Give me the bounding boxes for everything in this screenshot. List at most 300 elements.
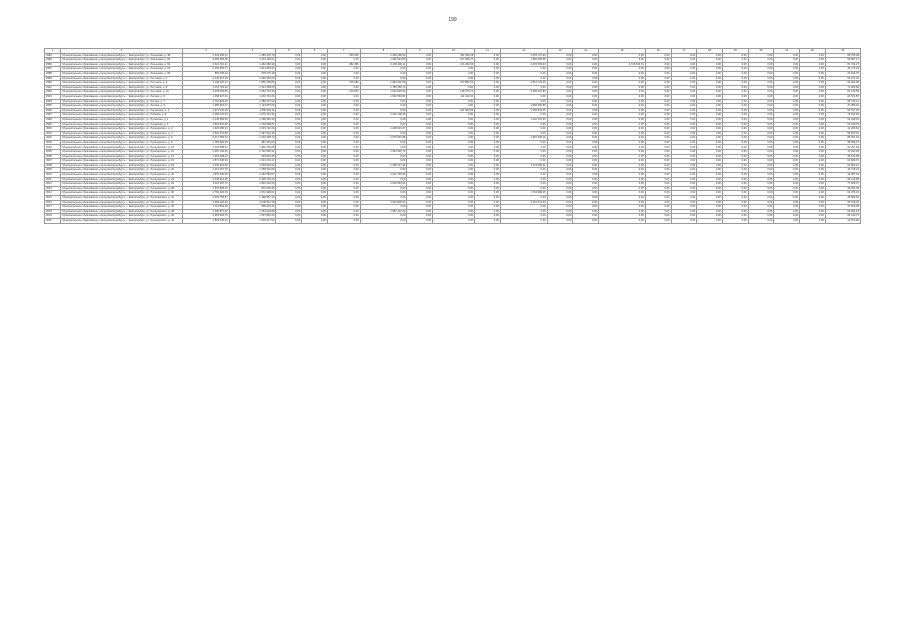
value-cell: 0,00 [327, 209, 360, 214]
address-cell: Муниципальное образование «город Екатеринбург», г. Екатеринбург, ул. Летчиков, д. 10 [61, 90, 183, 95]
row-number-cell: 3002 [45, 136, 61, 141]
value-cell: 3 194 120,13 [182, 81, 229, 86]
value-cell: 0,00 [800, 205, 826, 210]
value-cell: 0,00 [800, 67, 826, 72]
value-cell: 0,00 [722, 85, 748, 90]
value-cell: 0,00 [573, 67, 599, 72]
value-cell: 0,00 [748, 71, 774, 76]
value-cell: 0,00 [645, 186, 671, 191]
row-number-cell: 2996 [45, 108, 61, 113]
value-cell: 0,00 [547, 108, 573, 113]
value-cell: 0,00 [573, 58, 599, 63]
value-cell: 0,00 [774, 53, 800, 58]
value-cell: 0,00 [327, 122, 360, 127]
value-cell: 0,00 [671, 62, 697, 67]
value-cell: 0,00 [360, 76, 407, 81]
value-cell: 0,00 [276, 209, 302, 214]
value-cell: 0,00 [573, 85, 599, 90]
value-cell: 1 094 452,09 [229, 76, 276, 81]
value-cell: 0,00 [276, 168, 302, 173]
value-cell: 0,00 [547, 145, 573, 150]
value-cell: 0,00 [573, 177, 599, 182]
value-cell: 0,00 [573, 168, 599, 173]
value-cell: 0,00 [697, 71, 723, 76]
value-cell: 0,00 [475, 71, 501, 76]
value-cell: 0,00 [800, 113, 826, 118]
value-cell: 0,00 [748, 117, 774, 122]
value-cell: 0,00 [475, 163, 501, 168]
value-cell: 0,00 [407, 94, 433, 99]
value-cell: 1 366 745,08 [229, 145, 276, 150]
value-cell: 0,00 [500, 218, 547, 223]
value-cell: 0,00 [748, 163, 774, 168]
value-cell: 0,00 [433, 159, 475, 164]
value-cell: 0,00 [475, 108, 501, 113]
value-cell: 0,00 [573, 136, 599, 141]
value-cell: 3 305 901,48 [182, 163, 229, 168]
value-cell: 1 602 560,80 [360, 94, 407, 99]
value-cell: 0,00 [547, 154, 573, 159]
value-cell: 0,00 [302, 71, 328, 76]
value-cell: 0,00 [302, 177, 328, 182]
value-cell: 0,00 [327, 117, 360, 122]
value-cell: 1 587 316,42 [360, 209, 407, 214]
value-cell: 0,00 [800, 136, 826, 141]
value-cell: 2 534 719,80 [182, 131, 229, 136]
value-cell: 0,00 [671, 218, 697, 223]
value-cell: 0,00 [547, 113, 573, 118]
value-cell: 0,00 [547, 131, 573, 136]
value-cell: 0,00 [748, 200, 774, 205]
value-cell: 0,00 [360, 104, 407, 109]
value-cell: 0,00 [327, 85, 360, 90]
value-cell: 0,00 [671, 94, 697, 99]
value-cell: 0,00 [475, 191, 501, 196]
value-cell: 0,00 [573, 140, 599, 145]
address-cell: Муниципальное образование «город Екатеринбург», г. Екатеринбург, ул. Луганская, д. 1 [61, 117, 183, 122]
column-header: 19 [722, 49, 748, 54]
row-number-cell: 2993 [45, 94, 61, 99]
column-header: 16 [645, 49, 671, 54]
value-cell: 0,00 [276, 177, 302, 182]
value-cell: 0,00 [407, 131, 433, 136]
value-cell: 0,00 [671, 108, 697, 113]
value-cell: 0,00 [748, 196, 774, 201]
value-cell: 0,00 [407, 58, 433, 63]
value-cell: 0,00 [547, 159, 573, 164]
value-cell: 1 948 620,93 [229, 163, 276, 168]
value-cell: 0,00 [327, 127, 360, 132]
value-cell: 0,00 [800, 90, 826, 95]
value-cell: 0,00 [573, 182, 599, 187]
value-cell: 0,00 [327, 218, 360, 223]
value-cell: 0,00 [547, 85, 573, 90]
value-cell: 70 331,25 [825, 150, 860, 155]
value-cell: 0,00 [800, 200, 826, 205]
value-cell: 421 563,83 [433, 108, 475, 113]
value-cell: 0,00 [302, 113, 328, 118]
value-cell: 0,00 [599, 136, 646, 141]
value-cell: 0,00 [500, 122, 547, 127]
value-cell: 1 312 748,90 [360, 173, 407, 178]
value-cell: 1 702 598,87 [229, 122, 276, 127]
value-cell: 0,00 [722, 131, 748, 136]
row-number-cell: 3014 [45, 191, 61, 196]
value-cell: 0,00 [697, 62, 723, 67]
value-cell: 0,00 [433, 150, 475, 155]
value-cell: 0,00 [475, 140, 501, 145]
value-cell: 0,00 [433, 131, 475, 136]
value-cell: 0,00 [722, 62, 748, 67]
value-cell: 0,00 [475, 154, 501, 159]
value-cell: 35 612,58 [825, 154, 860, 159]
value-cell: 0,00 [500, 127, 547, 132]
value-cell: 0,00 [433, 182, 475, 187]
row-number-cell: 2995 [45, 104, 61, 109]
value-cell: 0,00 [722, 218, 748, 223]
value-cell: 0,00 [800, 168, 826, 173]
value-cell: 0,00 [774, 173, 800, 178]
value-cell: 0,00 [407, 168, 433, 173]
value-cell: 2 978 176,90 [500, 53, 547, 58]
value-cell: 247 845,27 [433, 58, 475, 63]
value-cell: 0,00 [302, 150, 328, 155]
value-cell: 41 873,66 [825, 218, 860, 223]
value-cell: 0,00 [800, 99, 826, 104]
column-header: 11 [475, 49, 501, 54]
value-cell: 0,00 [645, 177, 671, 182]
value-cell: 0,00 [547, 76, 573, 81]
value-cell: 0,00 [573, 117, 599, 122]
value-cell: 0,00 [774, 90, 800, 95]
value-cell: 38 906,47 [825, 140, 860, 145]
value-cell: 0,00 [276, 53, 302, 58]
value-cell: 0,00 [645, 94, 671, 99]
value-cell: 0,00 [671, 163, 697, 168]
value-cell: 0,00 [671, 53, 697, 58]
value-cell: 0,00 [722, 159, 748, 164]
value-cell: 0,00 [722, 136, 748, 141]
value-cell: 0,00 [774, 131, 800, 136]
value-cell: 0,00 [360, 159, 407, 164]
value-cell: 1 487 061,35 [229, 131, 276, 136]
value-cell: 0,00 [800, 140, 826, 145]
value-cell: 0,00 [327, 131, 360, 136]
value-cell: 0,00 [697, 186, 723, 191]
value-cell: 0,00 [599, 81, 646, 86]
value-cell: 0,00 [475, 117, 501, 122]
value-cell: 2 396 871,02 [182, 209, 229, 214]
value-cell: 1 613 274,17 [229, 159, 276, 164]
value-cell: 0,00 [722, 81, 748, 86]
value-cell: 2 402 588,31 [182, 145, 229, 150]
value-cell: 0,00 [573, 145, 599, 150]
value-cell: 0,00 [722, 163, 748, 168]
address-cell: Муниципальное образование «город Екатеринбург», г. Екатеринбург, ул. Летчиков, д. 8 [61, 85, 183, 90]
value-cell: 0,00 [302, 191, 328, 196]
value-cell: 0,00 [475, 104, 501, 109]
value-cell: 0,00 [433, 200, 475, 205]
value-cell: 0,00 [547, 117, 573, 122]
value-cell: 0,00 [547, 214, 573, 219]
row-number-cell: 2984 [45, 53, 61, 58]
value-cell: 0,00 [302, 173, 328, 178]
value-cell: 0,00 [327, 145, 360, 150]
value-cell: 0,00 [360, 67, 407, 72]
column-header: 6 [302, 49, 328, 54]
value-cell: 0,00 [500, 209, 547, 214]
value-cell: 1 712 594,35 [182, 205, 229, 210]
value-cell: 0,00 [800, 81, 826, 86]
row-number-cell: 3011 [45, 177, 61, 182]
value-cell: 0,00 [500, 85, 547, 90]
value-cell: 0,00 [407, 104, 433, 109]
value-cell: 0,00 [599, 71, 646, 76]
address-cell: Муниципальное образование «город Екатеринбург», г. Екатеринбург, ул. Луначарского, д. 42 [61, 218, 183, 223]
value-cell: 1 783 692,05 [182, 140, 229, 145]
value-cell: 0,00 [599, 90, 646, 95]
value-cell: 0,00 [671, 104, 697, 109]
value-cell: 0,00 [276, 108, 302, 113]
row-number-cell: 2989 [45, 76, 61, 81]
value-cell: 0,00 [407, 76, 433, 81]
value-cell: 0,00 [722, 71, 748, 76]
value-cell: 0,00 [360, 196, 407, 201]
value-cell: 47 380,91 [825, 104, 860, 109]
address-cell: Муниципальное образование «город Екатеринбург», г. Екатеринбург, ул. Луначарского, д. 32 [61, 196, 183, 201]
address-cell: Муниципальное образование «город Екатеринбург», г. Екатеринбург, ул. Латышева, д. 54 [61, 67, 183, 72]
column-header: 10 [433, 49, 475, 54]
value-cell: 1 572 448,02 [229, 191, 276, 196]
value-cell: 56 873,19 [825, 131, 860, 136]
value-cell: 0,00 [302, 58, 328, 63]
value-cell: 0,00 [327, 159, 360, 164]
value-cell: 96 462,28 [825, 81, 860, 86]
value-cell: 0,00 [573, 131, 599, 136]
value-cell: 0,00 [697, 205, 723, 210]
column-header: 13 [547, 49, 573, 54]
value-cell: 0,00 [800, 182, 826, 187]
column-header: 4 [229, 49, 276, 54]
value-cell: 0,00 [276, 104, 302, 109]
value-cell: 1 459 023,11 [229, 108, 276, 113]
row-number-cell: 3020 [45, 218, 61, 223]
value-cell: 0,00 [407, 127, 433, 132]
row-number-cell: 3001 [45, 131, 61, 136]
value-cell: 0,00 [547, 209, 573, 214]
value-cell: 0,00 [645, 67, 671, 72]
value-cell: 0,00 [302, 85, 328, 90]
row-number-cell: 2997 [45, 113, 61, 118]
value-cell: 0,00 [407, 113, 433, 118]
value-cell: 0,00 [774, 168, 800, 173]
value-cell: 1 926 480,13 [182, 127, 229, 132]
value-cell: 0,00 [748, 131, 774, 136]
value-cell: 0,00 [800, 214, 826, 219]
value-cell: 0,00 [302, 168, 328, 173]
value-cell: 0,00 [645, 154, 671, 159]
address-cell: Муниципальное образование «город Екатеринбург», г. Екатеринбург, ул. Луначарского, д. 14 [61, 154, 183, 159]
value-cell: 0,00 [407, 71, 433, 76]
value-cell: 0,00 [748, 113, 774, 118]
value-cell: 0,00 [774, 71, 800, 76]
address-cell: Муниципальное образование «город Екатеринбург», г. Екатеринбург, ул. Луначарского, д. 36 [61, 205, 183, 210]
value-cell: 0,00 [748, 145, 774, 150]
value-cell: 0,00 [599, 108, 646, 113]
value-cell: 0,00 [573, 53, 599, 58]
row-number-cell: 3010 [45, 173, 61, 178]
value-cell: 0,00 [433, 76, 475, 81]
value-cell: 2 439 298,62 [360, 53, 407, 58]
value-cell: 0,00 [500, 67, 547, 72]
value-cell: 0,00 [547, 136, 573, 141]
column-header: 18 [697, 49, 723, 54]
value-cell: 0,00 [360, 177, 407, 182]
value-cell: 0,00 [475, 53, 501, 58]
value-cell: 0,00 [645, 113, 671, 118]
value-cell: 0,00 [276, 200, 302, 205]
value-cell: 0,00 [433, 104, 475, 109]
value-cell: 2 871 645,94 [182, 159, 229, 164]
value-cell: 0,00 [599, 177, 646, 182]
value-cell: 0,00 [407, 99, 433, 104]
value-cell: 0,00 [697, 200, 723, 205]
value-cell: 0,00 [302, 104, 328, 109]
value-cell: 0,00 [302, 53, 328, 58]
value-cell: 0,00 [645, 209, 671, 214]
value-cell: 0,00 [433, 177, 475, 182]
value-cell: 1 814 683,32 [229, 67, 276, 72]
value-cell: 0,00 [645, 127, 671, 132]
value-cell: 0,00 [748, 67, 774, 72]
value-cell: 0,00 [573, 214, 599, 219]
value-cell: 0,00 [774, 150, 800, 155]
value-cell: 2 673 042,18 [182, 108, 229, 113]
value-cell: 0,00 [748, 186, 774, 191]
value-cell: 0,00 [599, 196, 646, 201]
value-cell: 0,00 [800, 177, 826, 182]
value-cell: 2 812 724,66 [500, 81, 547, 86]
value-cell: 2 781 304,53 [182, 191, 229, 196]
value-cell: 27 014,75 [825, 71, 860, 76]
value-cell: 0,00 [547, 218, 573, 223]
value-cell: 0,00 [800, 173, 826, 178]
value-cell: 0,00 [645, 196, 671, 201]
address-cell: Муниципальное образование «город Екатеринбург», г. Екатеринбург, ул. Луначарского, д. 22 [61, 173, 183, 178]
value-cell: 0,00 [645, 71, 671, 76]
value-cell: 0,00 [722, 58, 748, 63]
value-cell: 0,00 [697, 117, 723, 122]
address-cell: Муниципальное образование «город Екатеринбург», г. Екатеринбург, ул. Луначарского, д. 6 [61, 136, 183, 141]
value-cell: 3 151 704,92 [182, 85, 229, 90]
value-cell: 0,00 [748, 127, 774, 132]
address-cell: Муниципальное образование «город Екатеринбург», г. Екатеринбург, ул. Лобкова, д. 9 [61, 113, 183, 118]
value-cell: 0,00 [645, 58, 671, 63]
value-cell: 0,00 [800, 150, 826, 155]
value-cell: 0,00 [774, 117, 800, 122]
value-cell: 2 113 609,41 [500, 163, 547, 168]
data-table [44, 48, 861, 224]
value-cell: 0,00 [722, 140, 748, 145]
value-cell: 0,00 [748, 214, 774, 219]
row-number-cell: 3000 [45, 127, 61, 132]
value-cell: 0,00 [671, 67, 697, 72]
value-cell: 0,00 [599, 159, 646, 164]
value-cell: 0,00 [774, 58, 800, 63]
value-cell: 0,00 [573, 218, 599, 223]
value-cell: 1 866 405,58 [500, 58, 547, 63]
value-cell: 0,00 [697, 145, 723, 150]
value-cell: 0,00 [407, 209, 433, 214]
value-cell: 0,00 [800, 58, 826, 63]
value-cell: 0,00 [276, 145, 302, 150]
value-cell: 0,00 [327, 108, 360, 113]
value-cell: 0,00 [547, 140, 573, 145]
value-cell: 1 697 840,23 [229, 214, 276, 219]
value-cell: 0,00 [645, 117, 671, 122]
value-cell: 0,00 [302, 140, 328, 145]
value-cell: 0,00 [433, 168, 475, 173]
column-header: 23 [825, 49, 860, 54]
value-cell: 0,00 [302, 159, 328, 164]
value-cell: 0,00 [475, 99, 501, 104]
column-header: 20 [748, 49, 774, 54]
value-cell: 0,00 [599, 58, 646, 63]
value-cell: 0,00 [407, 136, 433, 141]
value-cell: 0,00 [360, 131, 407, 136]
value-cell: 0,00 [645, 214, 671, 219]
value-cell: 0,00 [774, 196, 800, 201]
value-cell: 59 140,88 [825, 177, 860, 182]
value-cell: 0,00 [671, 145, 697, 150]
value-cell: 1 485 376,79 [229, 53, 276, 58]
value-cell: 1 829 045,61 [182, 218, 229, 223]
value-cell: 0,00 [500, 186, 547, 191]
value-cell: 0,00 [774, 122, 800, 127]
value-cell: 0,00 [722, 186, 748, 191]
value-cell: 0,00 [407, 67, 433, 72]
value-cell: 0,00 [327, 154, 360, 159]
value-cell: 0,00 [276, 85, 302, 90]
value-cell: 0,00 [645, 76, 671, 81]
value-cell: 0,00 [327, 58, 360, 63]
value-cell: 0,00 [697, 94, 723, 99]
value-cell: 1 462 384,39 [229, 62, 276, 67]
value-cell: 0,00 [800, 122, 826, 127]
value-cell: 0,00 [645, 99, 671, 104]
value-cell: 0,00 [500, 205, 547, 210]
value-cell: 0,00 [599, 85, 646, 90]
value-cell: 0,00 [774, 62, 800, 67]
value-cell: 0,00 [697, 131, 723, 136]
value-cell: 0,00 [500, 173, 547, 178]
value-cell: 0,00 [407, 85, 433, 90]
value-cell: 1 722 905,31 [229, 150, 276, 155]
value-cell: 0,00 [302, 108, 328, 113]
value-cell: 0,00 [475, 113, 501, 118]
value-cell: 0,00 [276, 136, 302, 141]
value-cell: 987 451,60 [229, 140, 276, 145]
value-cell: 0,00 [302, 94, 328, 99]
value-cell: 0,00 [360, 108, 407, 113]
value-cell: 0,00 [697, 85, 723, 90]
value-cell: 0,00 [722, 154, 748, 159]
value-cell: 22 574,56 [825, 94, 860, 99]
value-cell: 0,00 [276, 163, 302, 168]
value-cell: 2 144 512,46 [182, 76, 229, 81]
value-cell: 0,00 [599, 104, 646, 109]
value-cell: 0,00 [573, 113, 599, 118]
